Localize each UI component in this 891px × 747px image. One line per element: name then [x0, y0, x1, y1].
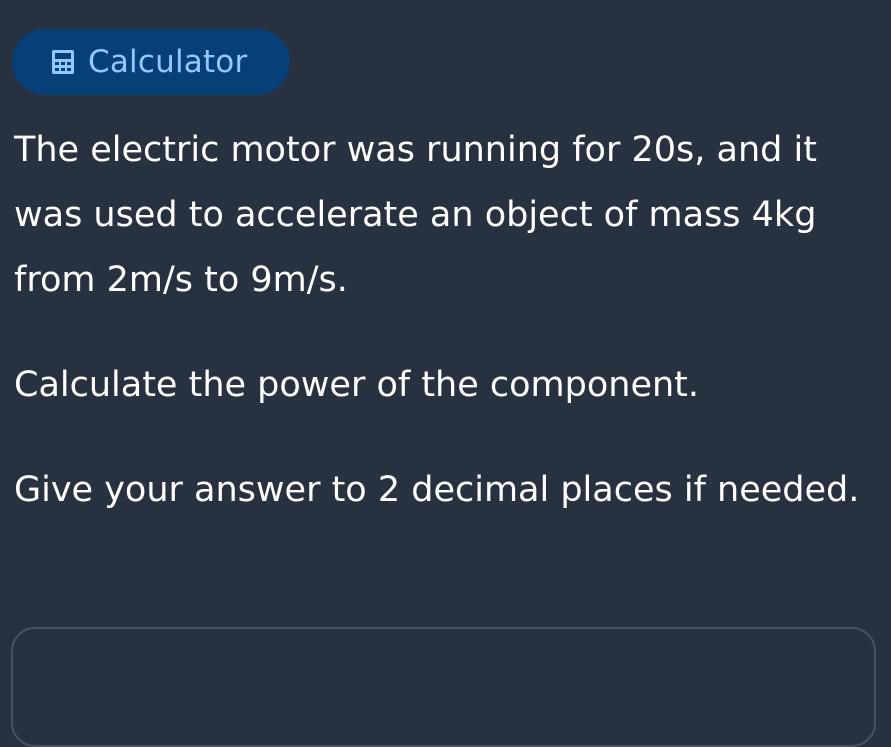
- calculator-button[interactable]: [12, 29, 290, 95]
- question-paragraph-instruction: Give your answer to 2 decimal places if needed.: [14, 470, 860, 510]
- question-paragraph-scenario: The electric motor was running for 20s, and it was used to accelerate an object of mass 4kg from 2m/s to 9m/s.: [14, 130, 817, 300]
- calculator-icon: [50, 49, 76, 75]
- answer-input[interactable]: [11, 627, 876, 747]
- calculator-button-label: Calculator: [88, 44, 248, 80]
- question-text: [14, 118, 874, 523]
- question-paragraph-task: Calculate the power of the component.: [14, 365, 700, 405]
